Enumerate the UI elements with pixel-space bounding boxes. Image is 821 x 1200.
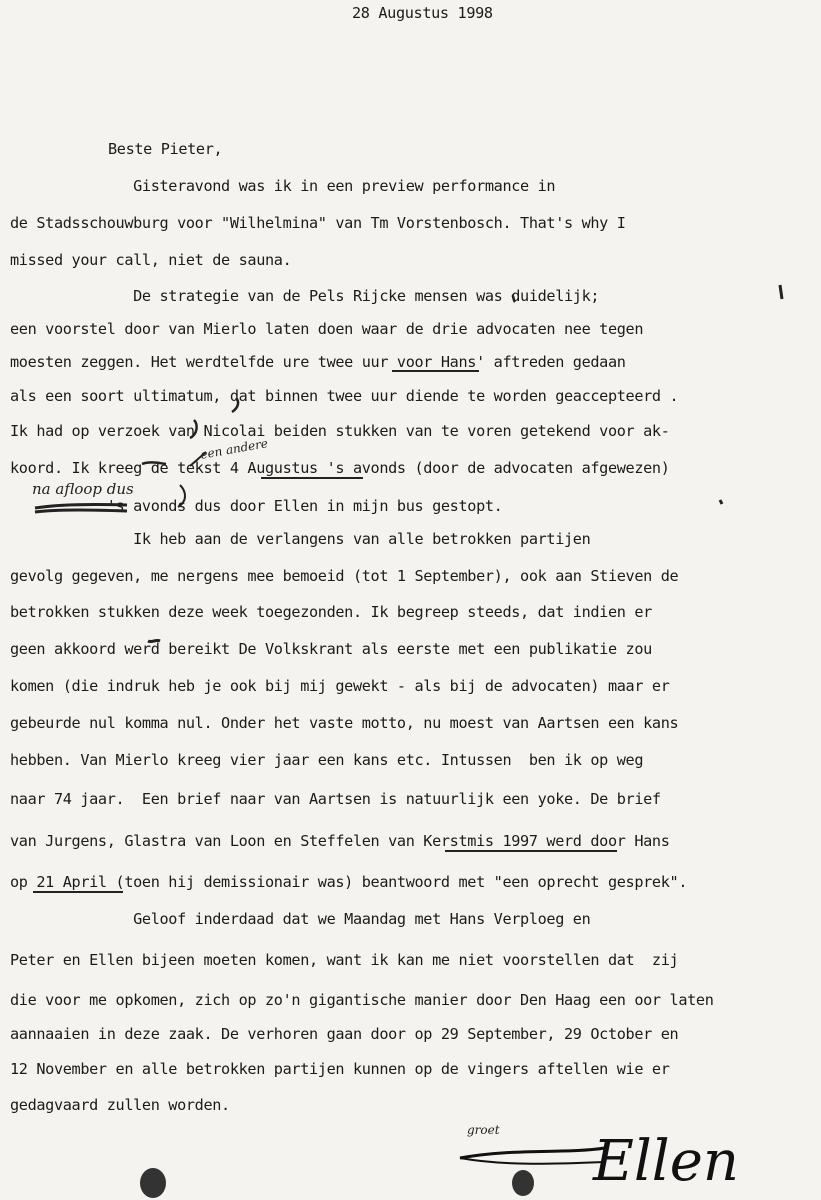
hole-punch-left xyxy=(140,1168,166,1198)
body-line-13: betrokken stukken deze week toegezonden. Ik begreep steeds, dat indien er xyxy=(10,603,652,621)
body-line-6: moesten zeggen. Het werdtelfde ure twee uur voor Hans' aftreden gedaan xyxy=(10,353,626,371)
body-line-8: Ik had op verzoek van Nicolai beiden stukken van te voren getekend voor ak- xyxy=(10,422,670,440)
body-line-5: een voorstel door van Mierlo laten doen waar de drie advocaten nee tegen xyxy=(10,320,644,338)
handwritten-closing: groet xyxy=(467,1123,500,1137)
body-line-9: koord. Ik kreeg de tekst 4 Augustus 's avonds (door de advocaten afgewezen) xyxy=(10,459,670,477)
body-line-26: gedagvaard zullen worden. xyxy=(10,1096,230,1114)
body-line-17: hebben. Van Mierlo kreeg vier jaar een kans etc. Intussen ben ik op weg xyxy=(10,751,644,769)
body-line-19: van Jurgens, Glastra van Loon en Steffelen van Kerstmis 1997 werd door Hans xyxy=(10,832,670,850)
body-line-7: als een soort ultimatum, dat binnen twee uur diende te worden geaccepteerd . xyxy=(10,387,679,405)
body-line-11: Ik heb aan de verlangens van alle betrokken partijen xyxy=(10,530,591,548)
salutation: Beste Pieter, xyxy=(108,140,223,158)
signature-image xyxy=(455,1118,775,1194)
body-line-16: gebeurde nul komma nul. Onder het vaste motto, nu moest van Aartsen een kans xyxy=(10,714,679,732)
body-line-14: geen akkoord werd bereikt De Volkskrant als eerste met een publikatie zou xyxy=(10,640,652,658)
body-line-15: komen (die indruk heb je ook bij mij gewekt - als bij de advocaten) maar er xyxy=(10,677,670,695)
body-line-10: 's avonds dus door Ellen in mijn bus gestopt. xyxy=(10,497,503,515)
body-line-3: missed your call, niet de sauna. xyxy=(10,251,292,269)
body-line-1: Gisteravond was ik in een preview performance in xyxy=(10,177,556,195)
body-line-21: Geloof inderdaad dat we Maandag met Hans Verploeg en xyxy=(10,910,591,928)
body-line-4: De strategie van de Pels Rijcke mensen was duidelijk; xyxy=(10,287,600,305)
body-line-2: de Stadsschouwburg voor "Wilhelmina" van Tm Vorstenbosch. That's why I xyxy=(10,214,626,232)
body-line-20: op 21 April (toen hij demissionair was) beantwoord met "een oprecht gesprek". xyxy=(10,873,688,891)
letter-date: 28 Augustus 1998 xyxy=(352,4,493,22)
body-line-25: 12 November en alle betrokken partijen kunnen op de vingers aftellen wie er xyxy=(10,1060,670,1078)
body-line-23: die voor me opkomen, zich op zo'n gigantische manier door Den Haag een oor laten xyxy=(10,991,714,1009)
body-line-18: naar 74 jaar. Een brief naar van Aartsen is natuurlijk een yoke. De brief xyxy=(10,790,661,808)
signature-text: Ellen xyxy=(593,1129,739,1194)
body-line-22: Peter en Ellen bijeen moeten komen, want ik kan me niet voorstellen dat zij xyxy=(10,951,679,969)
handwritten-insert-left: na afloop dus xyxy=(32,480,134,498)
body-line-12: gevolg gegeven, me nergens mee bemoeid (tot 1 September), ook aan Stieven de xyxy=(10,567,679,585)
handwritten-insert-above: een andere xyxy=(199,436,269,462)
body-line-24: aannaaien in deze zaak. De verhoren gaan door op 29 September, 29 October en xyxy=(10,1025,679,1043)
hole-punch-right xyxy=(512,1170,534,1196)
